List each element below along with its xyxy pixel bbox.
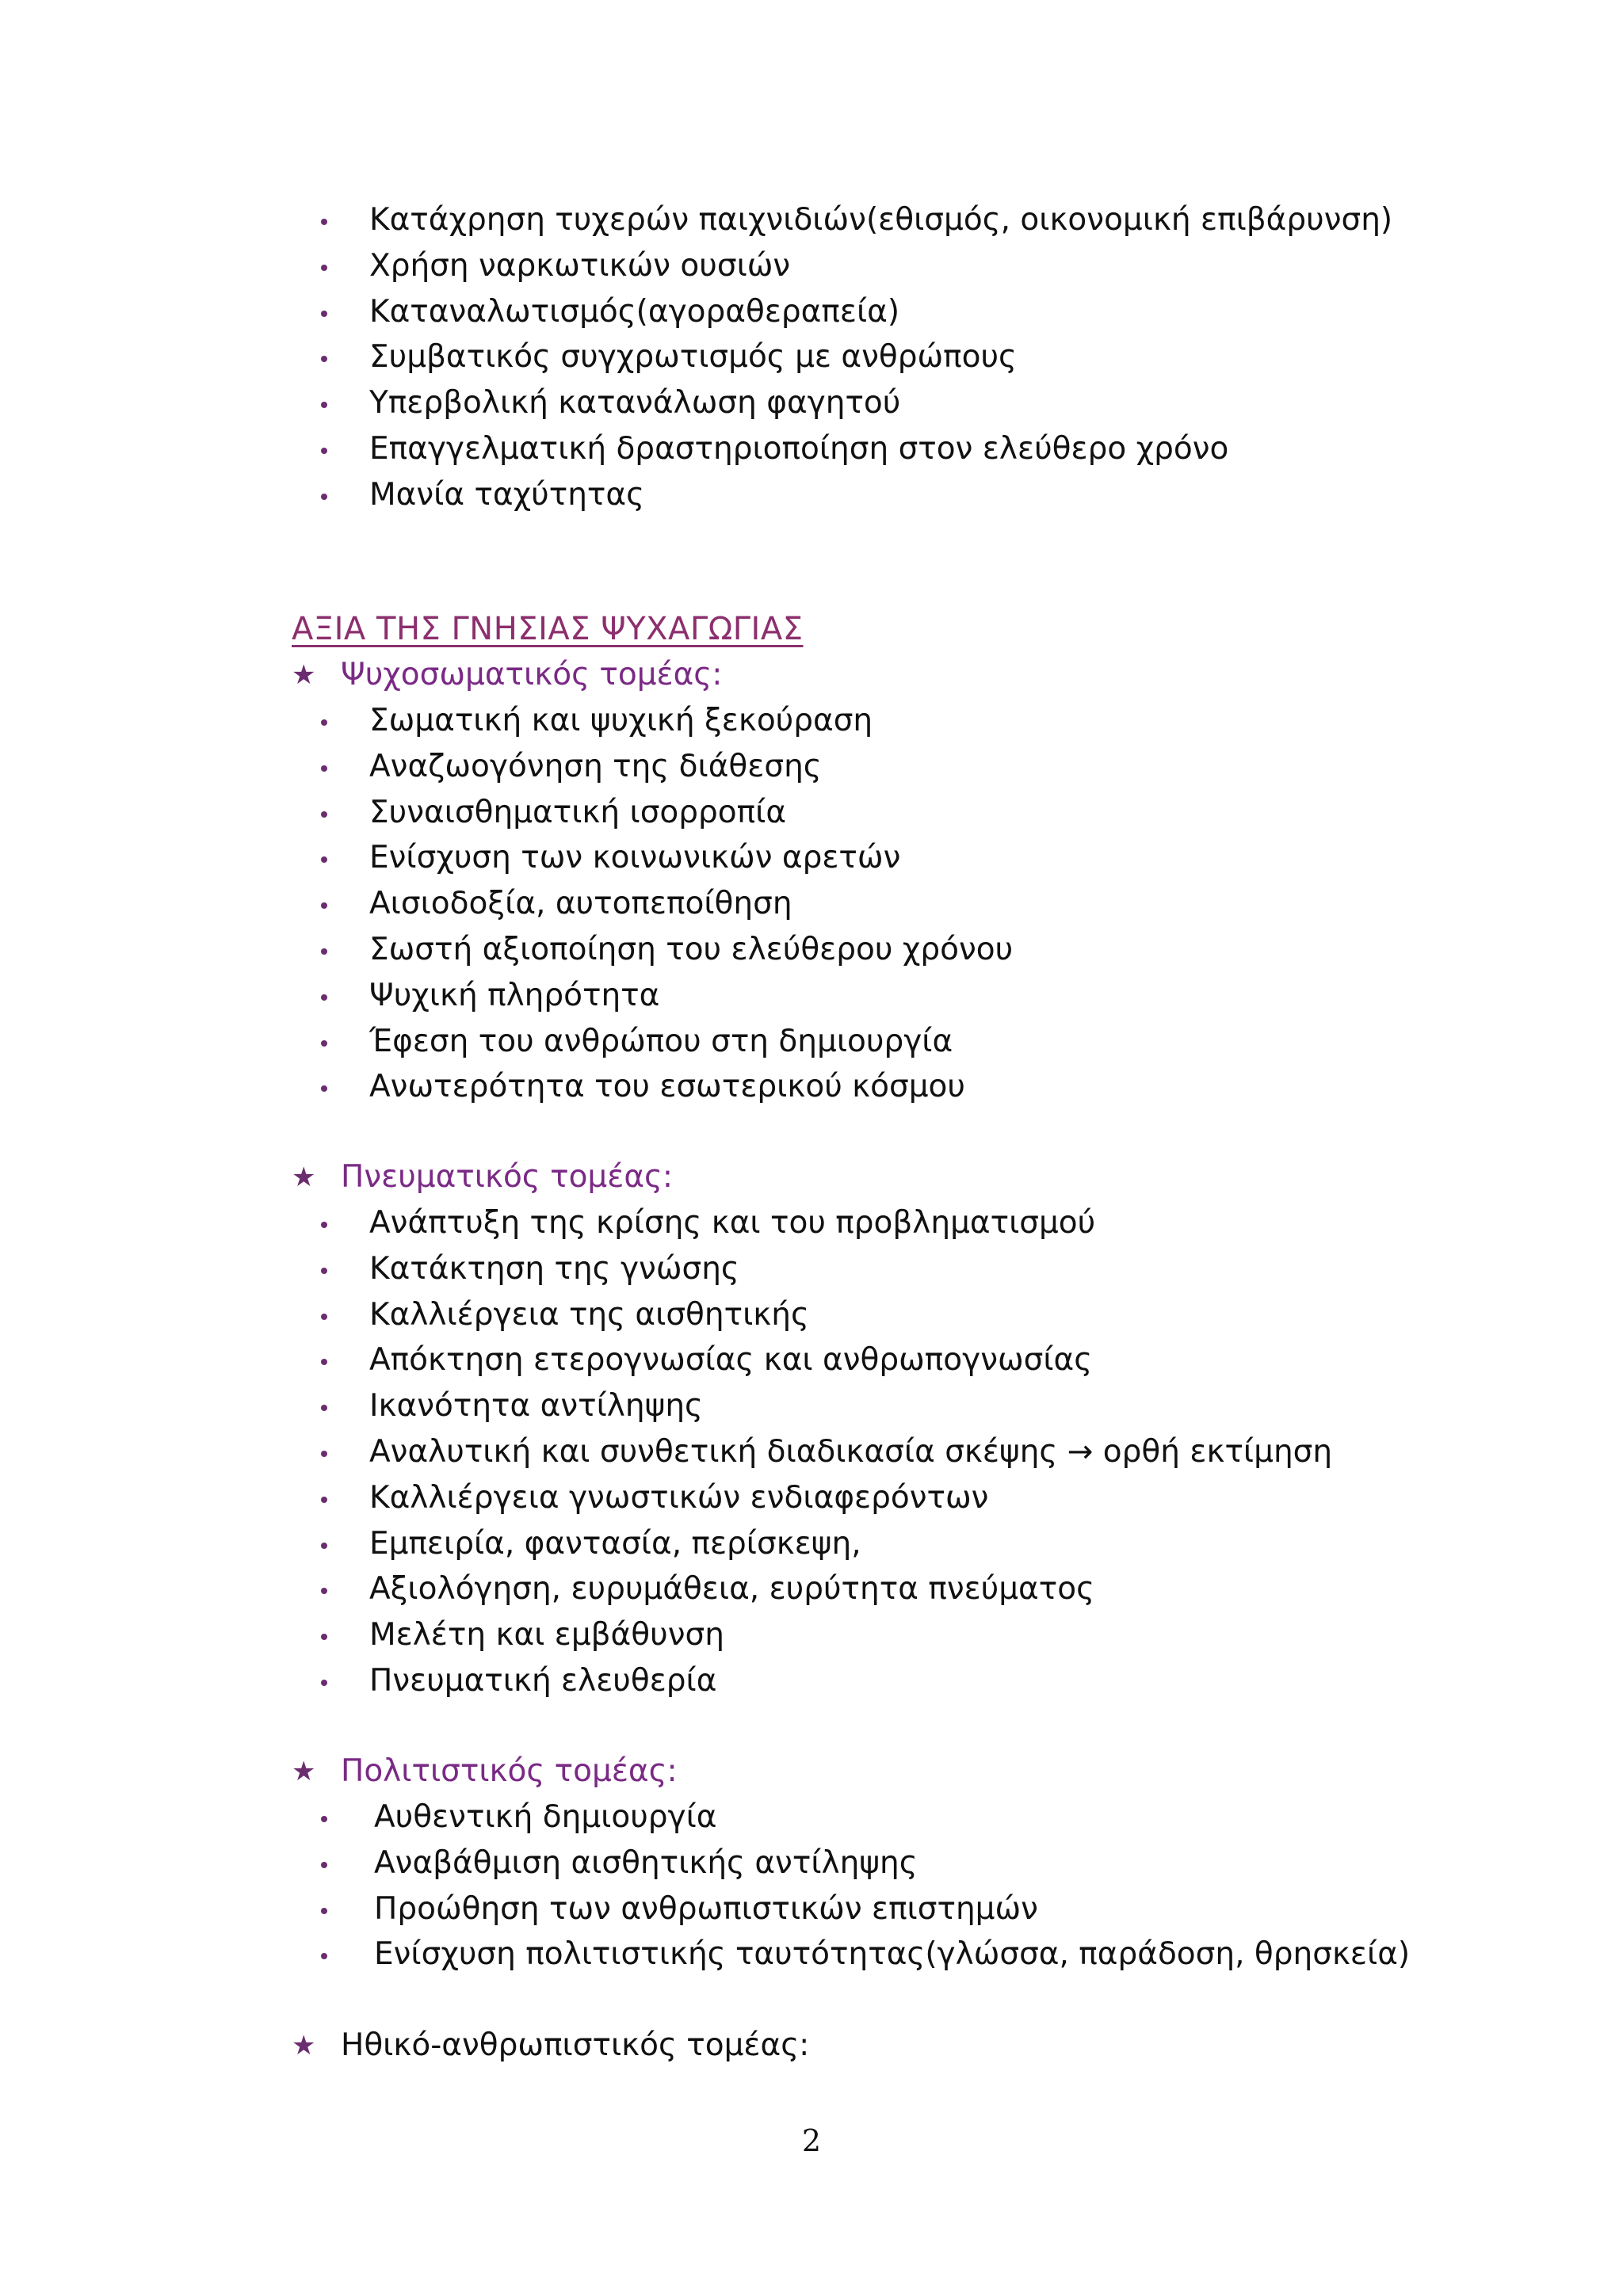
bullet-dot-icon (321, 765, 327, 772)
bullet-dot-icon (321, 1085, 327, 1092)
list-item-text: Αυθεντική δημιουργία (374, 1799, 717, 1835)
bullet-dot-icon (321, 1588, 327, 1594)
bullet-dot-icon (321, 1497, 327, 1503)
star-icon: ★ (292, 1161, 316, 1193)
list-item-text: Ανάπτυξη της κρίσης και του προβληματισμού (369, 1205, 1096, 1241)
bullet-dot-icon (321, 494, 327, 500)
bullet-dot-icon (321, 311, 327, 317)
bullet-dot-icon (321, 1222, 327, 1228)
bullet-dot-icon (321, 402, 327, 408)
list-item-text: Σωστή αξιοποίηση του ελεύθερου χρόνου (369, 931, 1014, 967)
list-item-text: Συναισθηματική ισορροπία (369, 794, 787, 830)
list-item-text: Κατάχρηση τυχερών παιχνιδιών(εθισμός, οικονομική επιβάρυνση) (369, 202, 1393, 238)
list-item-text: Επαγγελματική δραστηριοποίηση στον ελεύθερο χρόνο (369, 430, 1229, 467)
bullet-dot-icon (321, 1451, 327, 1457)
star-icon: ★ (292, 1756, 316, 1787)
list-item-text: Χρήση ναρκωτικών ουσιών (369, 247, 791, 284)
list-item-text: Πνευματική ελευθερία (369, 1662, 717, 1699)
list-item-text: Καλλιέργεια της αισθητικής (369, 1296, 809, 1333)
list-item-text: Καταναλωτισμός(αγοραθεραπεία) (369, 293, 900, 330)
bullet-dot-icon (321, 1680, 327, 1686)
list-item-text: Ικανότητα αντίληψης (369, 1388, 703, 1425)
subsection-title-text: Πολιτιστικός τομέας: (341, 1753, 678, 1789)
list-item-text: Αισιοδοξία, αυτοπεποίθηση (369, 886, 792, 922)
bullet-dot-icon (321, 1634, 327, 1640)
list-item-text: Κατάκτηση της γνώσης (369, 1250, 739, 1287)
list-item-text: Αναλυτική και συνθετική διαδικασία σκέψης → ορθή εκτίμηση (369, 1433, 1333, 1470)
list-item-text: Μελέτη και εμβάθυνση (369, 1617, 724, 1653)
list-item-text: Ψυχική πληρότητα (369, 977, 660, 1013)
list-item-text: Προώθηση των ανθρωπιστικών επιστημών (374, 1890, 1038, 1927)
list-item-text: Ανωτερότητα του εσωτερικού κόσμου (369, 1069, 965, 1105)
bullet-dot-icon (321, 448, 327, 454)
bullet-dot-icon (321, 811, 327, 818)
subsection-title-text: Πνευματικός τομέας: (341, 1159, 674, 1195)
star-icon: ★ (292, 2030, 316, 2061)
bullet-dot-icon (321, 994, 327, 1001)
bullet-dot-icon (321, 265, 327, 271)
bullet-dot-icon (321, 1040, 327, 1047)
list-item-text: Ενίσχυση των κοινωνικών αρετών (369, 840, 901, 876)
bullet-dot-icon (321, 1405, 327, 1411)
list-item-text: Καλλιέργεια γνωστικών ενδιαφερόντων (369, 1479, 989, 1516)
bullet-dot-icon (321, 856, 327, 863)
bullet-dot-icon (321, 948, 327, 955)
bullet-dot-icon (321, 1268, 327, 1274)
bullet-dot-icon (321, 719, 327, 726)
list-item-text: Απόκτηση ετερογνωσίας και ανθρωπογνωσίας (369, 1342, 1093, 1379)
subsection-title-text: Ηθικό-ανθρωπιστικός τομέας: (341, 2027, 810, 2063)
list-item-text: Συμβατικός συγχρωτισμός με ανθρώπους (369, 339, 1017, 376)
bullet-dot-icon (321, 902, 327, 909)
list-item-text: Σωματική και ψυχική ξεκούραση (369, 703, 873, 738)
page-number: 2 (801, 2123, 822, 2158)
list-item-text: Αναβάθμιση αισθητικής αντίληψης (374, 1844, 918, 1881)
list-item-text: Ενίσχυση πολιτιστικής ταυτότητας(γλώσσα, παράδοση, θρησκεία) (374, 1936, 1411, 1973)
bullet-dot-icon (321, 1953, 327, 1959)
bullet-dot-icon (321, 1359, 327, 1365)
bullet-dot-icon (321, 1314, 327, 1320)
bullet-dot-icon (321, 1816, 327, 1822)
section-heading: ΑΞΙΑ ΤΗΣ ΓΝΗΣΙΑΣ ΨΥΧΑΓΩΓΙΑΣ (292, 611, 804, 647)
list-item-text: Εμπειρία, φαντασία, περίσκεψη, (369, 1525, 861, 1562)
bullet-dot-icon (321, 1862, 327, 1868)
bullet-dot-icon (321, 1543, 327, 1549)
bullet-dot-icon (321, 1908, 327, 1914)
subsection-title-text: Ψυχοσωματικός τομέας: (341, 657, 723, 692)
star-icon: ★ (292, 659, 316, 691)
list-item-text: Αναζωογόνηση της διάθεσης (369, 748, 822, 784)
list-item-text: Αξιολόγηση, ευρυμάθεια, ευρύτητα πνεύματος (369, 1571, 1094, 1608)
bullet-dot-icon (321, 219, 327, 225)
bullet-dot-icon (321, 356, 327, 362)
list-item-text: Μανία ταχύτητας (369, 476, 645, 513)
list-item-text: Υπερβολική κατανάλωση φαγητού (369, 385, 901, 421)
list-item-text: Έφεση του ανθρώπου στη δημιουργία (369, 1023, 953, 1059)
